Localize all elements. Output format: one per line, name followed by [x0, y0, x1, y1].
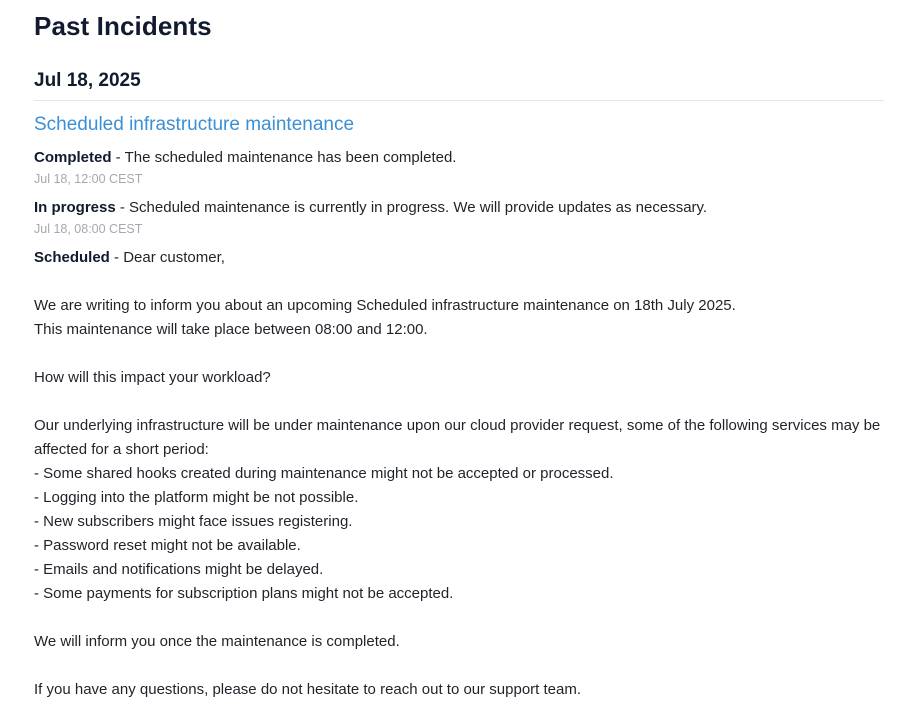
incident-date-header: Jul 18, 2025 — [34, 69, 884, 101]
page-title: Past Incidents — [34, 11, 212, 41]
incident-update-scheduled — [34, 246, 884, 702]
update-status: Scheduled — [34, 249, 110, 266]
incident-update-in-progress — [34, 196, 884, 237]
update-timestamp: Jul 18, 08:00 CEST — [34, 222, 143, 236]
update-timestamp: Jul 18, 12:00 CEST — [34, 172, 143, 186]
update-message: The scheduled maintenance has been completed. — [124, 149, 457, 166]
update-message: Dear customer, — [123, 249, 225, 266]
update-separator: - — [109, 249, 124, 266]
incident-update-completed — [34, 146, 884, 187]
update-separator: - — [115, 199, 130, 216]
update-line — [34, 246, 884, 270]
update-status: Completed — [34, 149, 112, 166]
update-line — [34, 146, 884, 170]
update-message: Scheduled maintenance is currently in progress. We will provide updates as necessary. — [129, 199, 708, 216]
update-line — [34, 196, 884, 220]
past-incidents-page — [34, 0, 884, 702]
update-status: In progress — [34, 199, 116, 216]
update-separator: - — [111, 149, 125, 166]
incident-title-link[interactable]: Scheduled infrastructure maintenance — [34, 114, 355, 135]
update-body: We are writing to inform you about an upcoming Scheduled infrastructure maintenance on 18th July 2025. This maintenance will take place between 08:00 and 12:00. How will this impact your workload? Our underlying infrastructure will be under maintenance upon our cloud provider request, some of the following services may be affected for a short period: - Some shared hooks created during maintenance might not be accepted or processed. - Logging into the platform might be not possible. - New subscribers might face issues registering. - Password reset might not be available. - Emails and notifications might be delayed. - Some payments for subscription plans might not be accepted. We will inform you once the maintenance is completed. If you have any questions, please do not hesitate to reach out to our support team. — [34, 297, 881, 698]
